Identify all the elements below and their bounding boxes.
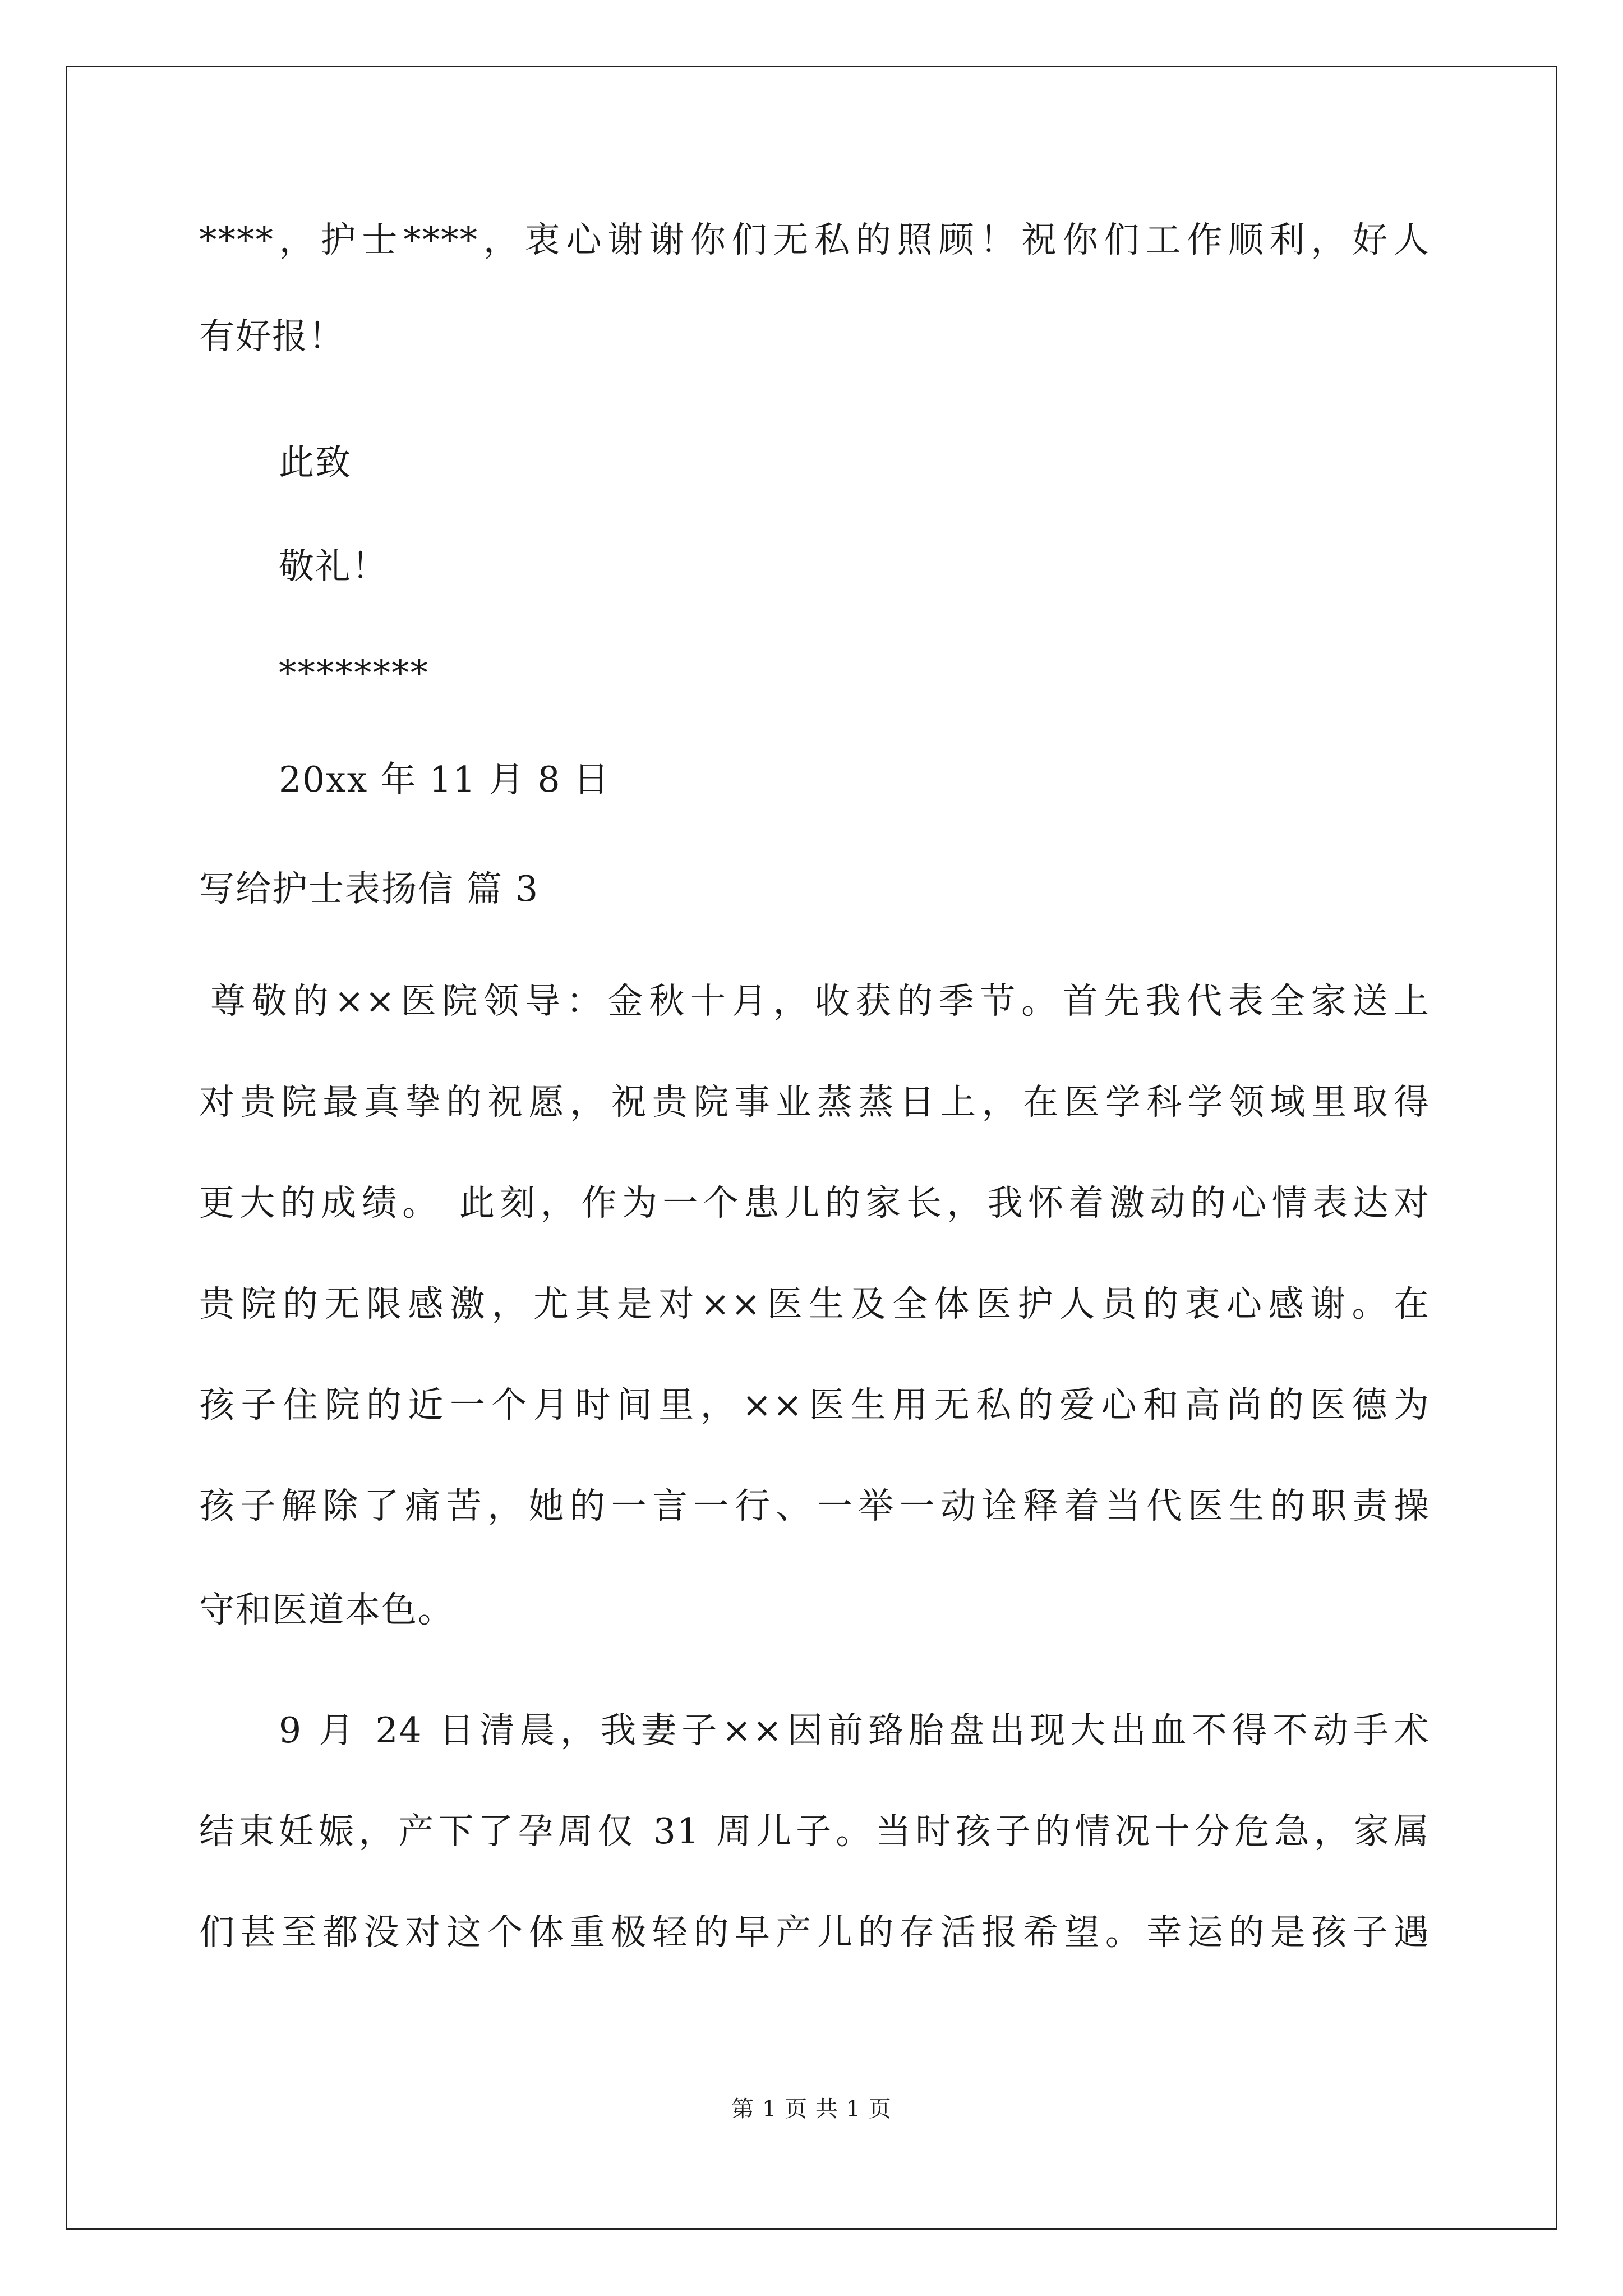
body-line-11: 贵院的无限感激，尤其是对××医生及全体医护人员的衷心感谢。在 xyxy=(199,1283,1430,1324)
body-line-12: 孩子住院的近一个月时间里，××医生用无私的爱心和高尚的医德为 xyxy=(199,1384,1430,1425)
closing-salutation: 此致 xyxy=(279,442,352,483)
page-footer: 第 1 页 共 1 页 xyxy=(731,2096,892,2122)
page-border xyxy=(66,66,1557,2230)
body-line-2: 有好报！ xyxy=(199,316,345,357)
closing-regards: 敬礼！ xyxy=(279,546,388,587)
body-line-10: 更大的成绩。 此刻，作为一个患儿的家长，我怀着激动的心情表达对 xyxy=(199,1182,1430,1223)
body-line-16: 结束妊娠，产下了孕周仅 31 周儿子。当时孩子的情况十分危急，家属 xyxy=(199,1811,1430,1852)
section-heading: 写给护士表扬信 篇 3 xyxy=(199,868,540,909)
body-line-8: 尊敬的××医院领导：金秋十月，收获的季节。首先我代表全家送上 xyxy=(210,981,1430,1022)
body-line-9: 对贵院最真挚的祝愿，祝贵院事业蒸蒸日上，在医学科学领域里取得 xyxy=(199,1082,1430,1122)
signature: ******** xyxy=(279,652,429,693)
body-line-15: 9 月 24 日清晨，我妻子××因前臵胎盘出现大出血不得不动手术 xyxy=(279,1710,1430,1751)
body-line-1: ****，护士****，衷心谢谢你们无私的照顾！祝你们工作顺利，好人 xyxy=(199,219,1430,260)
body-line-17: 们甚至都没对这个体重极轻的早产儿的存活报希望。幸运的是孩子遇 xyxy=(199,1912,1430,1953)
body-line-13: 孩子解除了痛苦，她的一言一行、一举一动诠释着当代医生的职责操 xyxy=(199,1485,1430,1526)
date-line: 20xx 年 11 月 8 日 xyxy=(279,759,610,800)
body-line-14: 守和医道本色。 xyxy=(199,1589,454,1630)
